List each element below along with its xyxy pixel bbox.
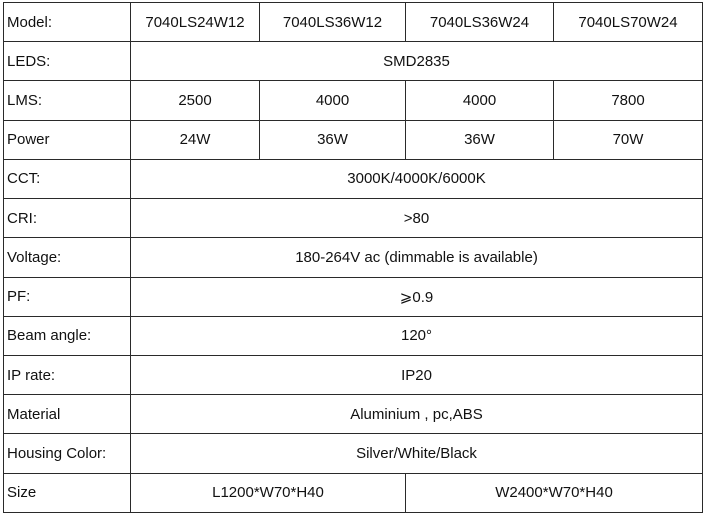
value-material: Aluminium , pc,ABS	[131, 395, 703, 434]
row-size	[4, 473, 703, 512]
row-cri	[4, 199, 703, 238]
value-ip-rate: IP20	[131, 355, 703, 394]
label-cct: CCT:	[4, 159, 131, 198]
label-power: Power	[4, 120, 131, 159]
power-1: 24W	[131, 120, 260, 159]
lms-1: 2500	[131, 81, 260, 120]
spec-table	[3, 2, 703, 513]
lms-3: 4000	[406, 81, 554, 120]
row-cct	[4, 159, 703, 198]
model-1: 7040LS24W12	[131, 3, 260, 42]
row-pf	[4, 277, 703, 316]
label-model: Model:	[4, 3, 131, 42]
lms-4: 7800	[554, 81, 703, 120]
power-4: 70W	[554, 120, 703, 159]
value-voltage: 180-264V ac (dimmable is available)	[131, 238, 703, 277]
label-pf: PF:	[4, 277, 131, 316]
label-ip-rate: IP rate:	[4, 355, 131, 394]
row-voltage	[4, 238, 703, 277]
power-2: 36W	[260, 120, 406, 159]
lms-2: 4000	[260, 81, 406, 120]
label-beam-angle: Beam angle:	[4, 316, 131, 355]
row-ip-rate	[4, 355, 703, 394]
size-2: W2400*W70*H40	[406, 473, 703, 512]
value-cri: >80	[131, 199, 703, 238]
label-lms: LMS:	[4, 81, 131, 120]
label-material: Material	[4, 395, 131, 434]
row-lms	[4, 81, 703, 120]
label-cri: CRI:	[4, 199, 131, 238]
value-pf: ⩾0.9	[131, 277, 703, 316]
label-housing-color: Housing Color:	[4, 434, 131, 473]
model-2: 7040LS36W12	[260, 3, 406, 42]
power-3: 36W	[406, 120, 554, 159]
label-size: Size	[4, 473, 131, 512]
value-leds: SMD2835	[131, 42, 703, 81]
size-1: L1200*W70*H40	[131, 473, 406, 512]
value-cct: 3000K/4000K/6000K	[131, 159, 703, 198]
row-material	[4, 395, 703, 434]
value-housing-color: Silver/White/Black	[131, 434, 703, 473]
label-voltage: Voltage:	[4, 238, 131, 277]
value-beam-angle: 120°	[131, 316, 703, 355]
row-housing-color	[4, 434, 703, 473]
model-3: 7040LS36W24	[406, 3, 554, 42]
row-model	[4, 3, 703, 42]
label-leds: LEDS:	[4, 42, 131, 81]
row-beam-angle	[4, 316, 703, 355]
row-leds	[4, 42, 703, 81]
model-4: 7040LS70W24	[554, 3, 703, 42]
row-power	[4, 120, 703, 159]
